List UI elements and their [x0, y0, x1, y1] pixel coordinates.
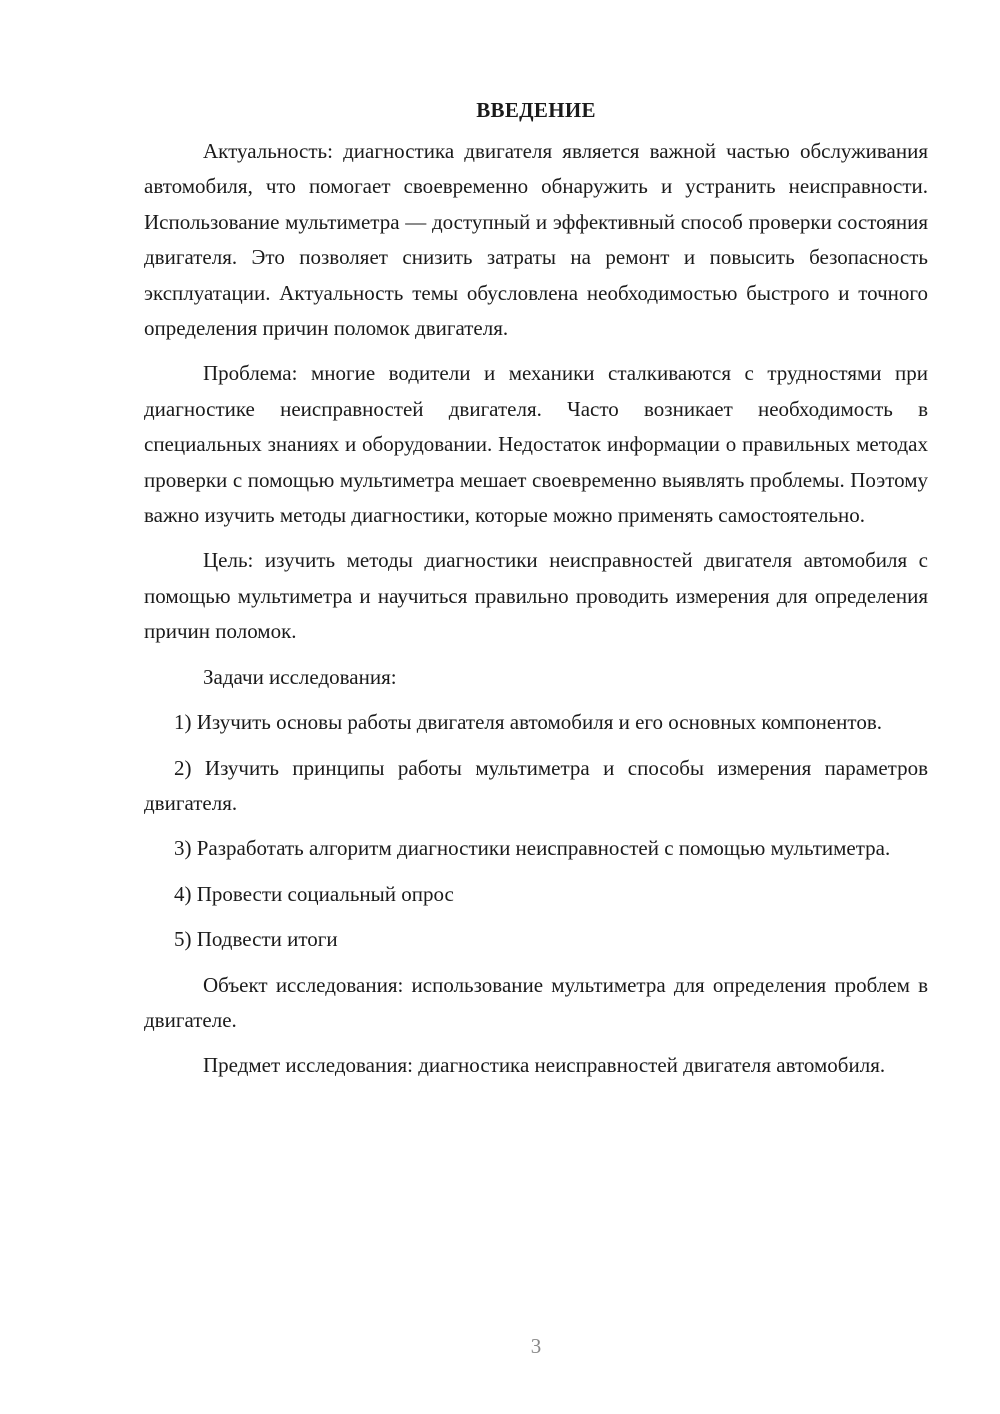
- paragraph-problem: Проблема: многие водители и механики сталкиваются с трудностями при диагностике неисправностей двигателя. Часто возникает необходимость в специальных знаниях и оборудовании. Недостаток информации о правильных методах проверки с помощью мультиметра мешает своевременно выявлять проблемы. Поэтому важно изучить методы диагностики, которые можно применять самостоятельно.: [144, 361, 928, 528]
- task-item-4: 4) Провести социальный опрос: [174, 881, 454, 906]
- paragraph-object: Объект исследования: использование мультиметра для определения проблем в двигателе.: [144, 972, 928, 1032]
- task-item-3: 3) Разработать алгоритм диагностики неисправностей с помощью мультиметра.: [174, 836, 891, 861]
- tasks-heading: Задачи исследования:: [203, 664, 397, 689]
- task-item-5: 5) Подвести итоги: [174, 927, 338, 952]
- paragraph-goal: Цель: изучить методы диагностики неисправностей двигателя автомобиля с помощью мультиметра и научиться правильно проводить измерения для определения причин поломок.: [144, 548, 928, 644]
- page-number: 3: [530, 1334, 542, 1358]
- task-item-1: 1) Изучить основы работы двигателя автомобиля и его основных компонентов.: [174, 710, 882, 735]
- document-page: [144, 92, 928, 1094]
- section-title: ВВЕДЕНИЕ: [476, 98, 596, 122]
- task-item-2: 2) Изучить принципы работы мультиметра и способы измерения параметров двигателя.: [144, 755, 928, 815]
- paragraph-subject: Предмет исследования: диагностика неисправностей двигателя автомобиля.: [203, 1053, 886, 1078]
- paragraph-relevance: Актуальность: диагностика двигателя является важной частью обслуживания автомобиля, что помогает своевременно обнаружить и устранить неисправности. Использование мультиметра — доступный и эффективный способ проверки состояния двигателя. Это позволяет снизить затраты на ремонт и повысить безопасность эксплуатации. Актуальность темы обусловлена необходимостью быстрого и точного определения причин поломок двигателя.: [144, 139, 928, 341]
